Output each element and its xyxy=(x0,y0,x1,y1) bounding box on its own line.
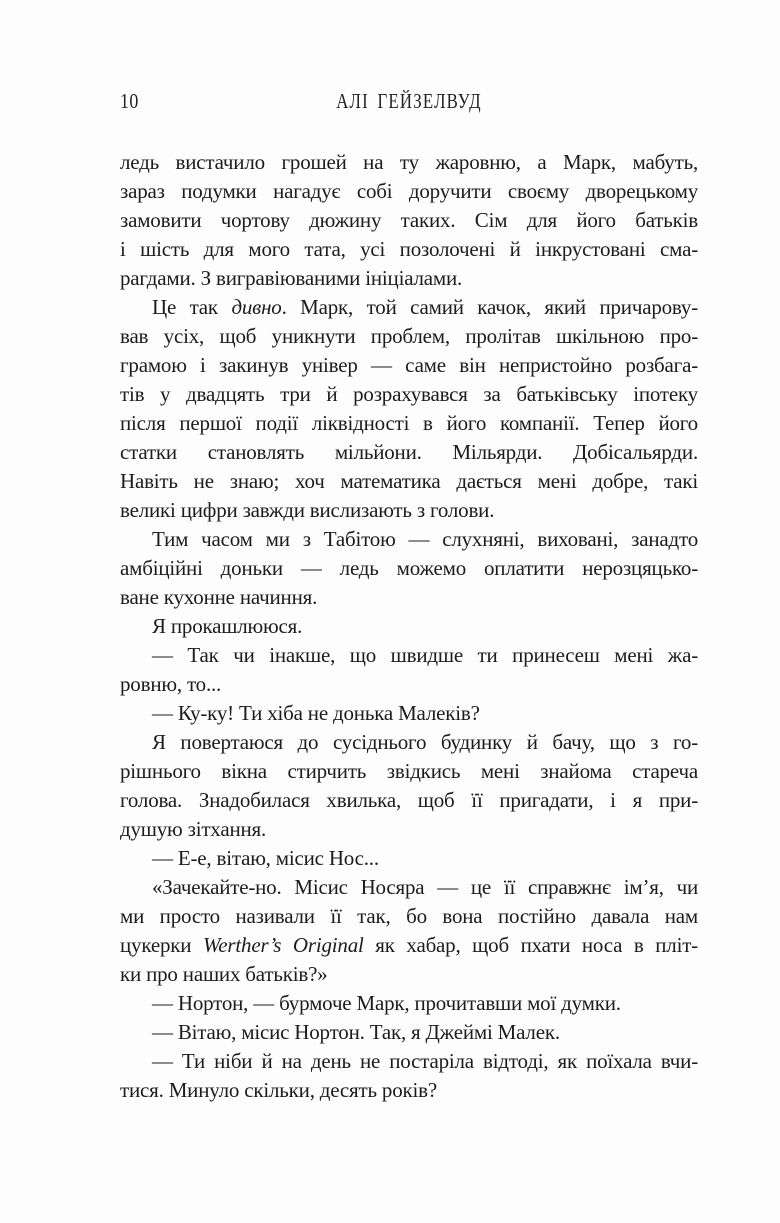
text-line xyxy=(120,1018,698,1047)
text-segment: голова. Знадобилася хвилька, щоб її пригадати, і я при- xyxy=(120,788,698,812)
text-line xyxy=(120,235,698,264)
italic-text: дивно xyxy=(231,295,282,319)
text-line xyxy=(120,467,698,496)
text-segment: Навіть не знаю; хоч математика дається мені добре, такі xyxy=(120,469,698,493)
text-segment: — Ти ніби й на день не постаріла відтоді, як поїхала вчи- xyxy=(152,1049,698,1073)
text-segment: ки про наших батьків?» xyxy=(120,962,328,986)
paragraph xyxy=(120,1047,698,1105)
text-line xyxy=(120,148,698,177)
text-segment: Це так xyxy=(152,295,232,319)
text-block xyxy=(120,148,698,1105)
paragraph xyxy=(120,612,698,641)
text-segment: . Марк, той самий качок, який причарову- xyxy=(281,295,699,319)
text-line xyxy=(120,960,698,989)
text-segment: рагдами. З вигравіюваними ініціалами. xyxy=(120,266,463,290)
text-line xyxy=(120,206,698,235)
text-line xyxy=(120,293,698,322)
text-segment: як хабар, щоб пхати носа в пліт- xyxy=(363,933,698,957)
text-line xyxy=(120,728,698,757)
text-line xyxy=(120,989,698,1018)
paragraph xyxy=(120,844,698,873)
text-segment: — Е-е, вітаю, місис Нос... xyxy=(152,846,379,870)
text-line xyxy=(120,496,698,525)
text-segment: цукерки xyxy=(120,933,203,957)
text-line xyxy=(120,844,698,873)
text-segment: амбіційні доньки — ледь можемо оплатити нерозцяцько- xyxy=(120,556,698,580)
text-line xyxy=(120,612,698,641)
text-line xyxy=(120,699,698,728)
text-segment: душую зітхання. xyxy=(120,817,267,841)
text-segment: ми просто називали її так, бо вона постійно давала нам xyxy=(120,904,698,928)
text-segment: Я прокашлююся. xyxy=(152,614,303,638)
paragraph xyxy=(120,1018,698,1047)
text-segment: вав усіх, щоб уникнути проблем, пролітав шкільною про- xyxy=(120,324,698,348)
text-line xyxy=(120,583,698,612)
text-line xyxy=(120,902,698,931)
text-line xyxy=(120,786,698,815)
paragraph xyxy=(120,293,698,525)
paragraph xyxy=(120,525,698,612)
paragraph xyxy=(120,641,698,699)
text-line xyxy=(120,409,698,438)
text-segment: замовити чортову дюжину таких. Сім для його батьків xyxy=(120,208,698,232)
text-line xyxy=(120,1076,698,1105)
text-segment: грамою і закинув універ — саме він непристойно розбага- xyxy=(120,353,698,377)
text-line xyxy=(120,351,698,380)
text-line xyxy=(120,554,698,583)
text-segment: «Зачекайте-но. Місис Носяра — це її справжнє ім’я, чи xyxy=(152,875,698,899)
text-segment: — Ку-ку! Ти хіба не донька Малеків? xyxy=(152,701,480,725)
paragraph xyxy=(120,989,698,1018)
text-segment: статки становлять мільйони. Мільярди. Добісальярди. xyxy=(120,440,698,464)
text-line xyxy=(120,177,698,206)
text-segment: ровню, то... xyxy=(120,672,222,696)
paragraph xyxy=(120,728,698,844)
text-line xyxy=(120,1047,698,1076)
text-line xyxy=(120,641,698,670)
text-segment: зараз подумки нагадує собі доручити своєму дворецькому xyxy=(120,179,698,203)
text-line xyxy=(120,438,698,467)
text-line xyxy=(120,815,698,844)
text-segment: тів у двадцять три й розрахувався за батьківську іпотеку xyxy=(120,382,698,406)
text-segment: ледь вистачило грошей на ту жаровню, а Марк, мабуть, xyxy=(120,150,698,174)
text-segment: тися. Минуло скільки, десять років? xyxy=(120,1078,437,1102)
text-segment: великі цифри завжди вислизають з голови. xyxy=(120,498,495,522)
paragraph xyxy=(120,148,698,293)
text-segment: після першої події ліквідності в його компанії. Тепер його xyxy=(120,411,698,435)
text-segment: Я повертаюся до сусіднього будинку й бачу, що з го- xyxy=(152,730,698,754)
text-line xyxy=(120,525,698,554)
text-segment: — Вітаю, місис Нортон. Так, я Джеймі Малек. xyxy=(152,1020,560,1044)
paragraph xyxy=(120,699,698,728)
text-segment: і шість для мого тата, усі позолочені й інкрустовані сма- xyxy=(120,237,698,261)
text-line xyxy=(120,670,698,699)
page-number-text: 10 xyxy=(120,89,139,113)
text-line xyxy=(120,380,698,409)
running-head-text: АЛІ ГЕЙЗЕЛВУД xyxy=(336,89,482,113)
running-head xyxy=(120,90,698,112)
text-line xyxy=(120,931,698,960)
text-line xyxy=(120,322,698,351)
text-segment: рішнього вікна стирчить звідкись мені знайома стареча xyxy=(120,759,698,783)
paragraph xyxy=(120,873,698,989)
italic-text: Werther’s Original xyxy=(202,933,364,957)
text-segment: Тим часом ми з Табітою — слухняні, виховані, занадто xyxy=(152,527,698,551)
text-line xyxy=(120,873,698,902)
text-line xyxy=(120,264,698,293)
page-header xyxy=(120,90,698,114)
text-segment: ване кухонне начиння. xyxy=(120,585,318,609)
text-segment: — Нортон, — бурмоче Марк, прочитавши мої думки. xyxy=(152,991,621,1015)
text-line xyxy=(120,757,698,786)
text-segment: — Так чи інакше, що швидше ти принесеш мені жа- xyxy=(152,643,698,667)
